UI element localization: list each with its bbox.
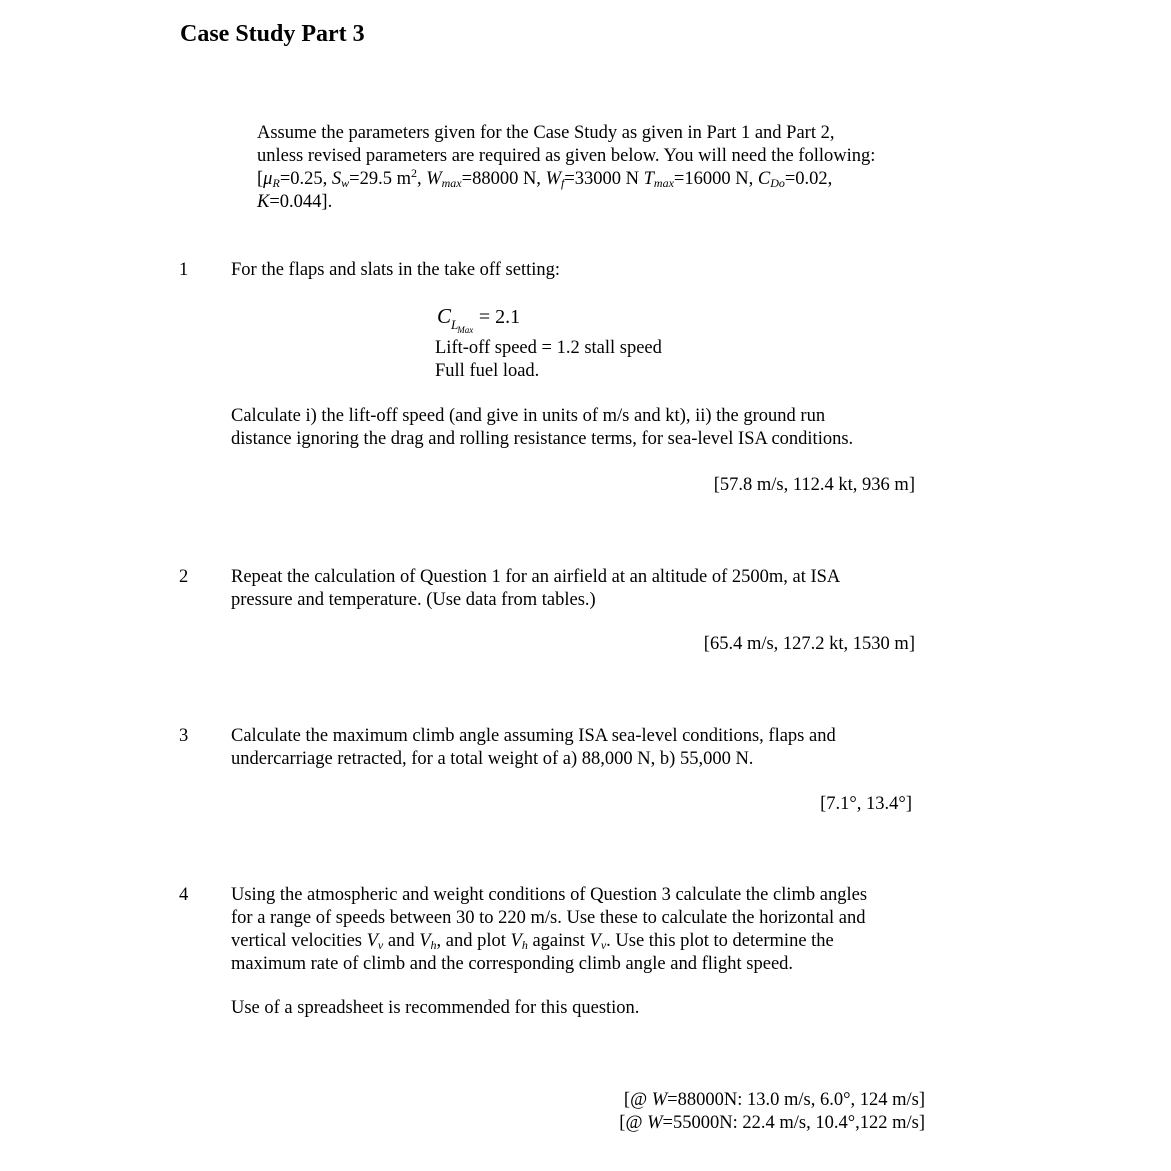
question-4-body: Using the atmospheric and weight conditions of Question 3 calculate the climb angles for a range of speeds between 30 to 220 m/s. Use these to calculate the horizontal and vertical velocities $V_v$ and $V_h$, and plot $V_h$ against $V_v$. Use this plot to determine the maximum rate of climb and the corresponding climb angle and flight speed. [231,885,868,974]
question-2-number: 2 [179,567,189,587]
question-4-answers [619,1089,925,1135]
cl-max-symbol: $C_{LMax}$ [437,304,474,335]
question-1-body: Calculate i) the lift-off speed (and give in units of m/s and kt), ii) the ground run distance ignoring the drag and rolling resistance terms, for sea-level ISA conditions. [231,406,854,449]
question-2-body: Repeat the calculation of Question 1 for an airfield at an altitude of 2500m, at ISA pressure and temperature. (Use data from tables.) [231,567,841,610]
question-3-body: Calculate the maximum climb angle assuming ISA sea-level conditions, flaps and undercarriage retracted, for a total weight of a) 88,000 N, b) 55,000 N. [231,726,836,769]
page-title: Case Study Part 3 [180,21,365,47]
question-3-number: 3 [179,726,189,746]
question-1-number: 1 [179,260,189,280]
question-3-answer: [7.1°, 13.4°] [820,794,912,814]
fuel-load-line: Full fuel load. [435,361,540,381]
question-2-answer: [65.4 m/s, 127.2 kt, 1530 m] [703,634,915,654]
intro-line-2: unless revised parameters are required as given below. You will need the following: [257,146,876,166]
lift-off-speed-line: Lift-off speed = 1.2 stall speed [435,338,662,358]
question-1-answer: [57.8 m/s, 112.4 kt, 936 m] [713,475,915,495]
question-4-note: Use of a spreadsheet is recommended for this question. [231,998,640,1018]
question-4-answer-55000: [@ W=55000N: 22.4 m/s, 10.4°,122 m/s] [619,1113,925,1133]
cl-max-value: = 2.1 [478,306,521,328]
intro-line-1: Assume the parameters given for the Case Study as given in Part 1 and Part 2, [257,123,835,143]
intro-params-line: [$\mu_R=0.25$, $S_w=29.5$ $m^2$, $W_{max}=88000$ N, $W_f=33000$ N $T_{max}=16000$ N, $C_{Do}=0.02$, [257,166,833,190]
question-1-lead: For the flaps and slats in the take off setting: [231,260,560,280]
intro-paragraph [257,122,927,214]
cl-max-equation [437,302,520,334]
question-4-number: 4 [179,885,189,905]
question-4-answer-88000: [@ W=88000N: 13.0 m/s, 6.0°, 124 m/s] [623,1090,925,1110]
intro-params-line-2: K=0.044]. [257,192,333,212]
